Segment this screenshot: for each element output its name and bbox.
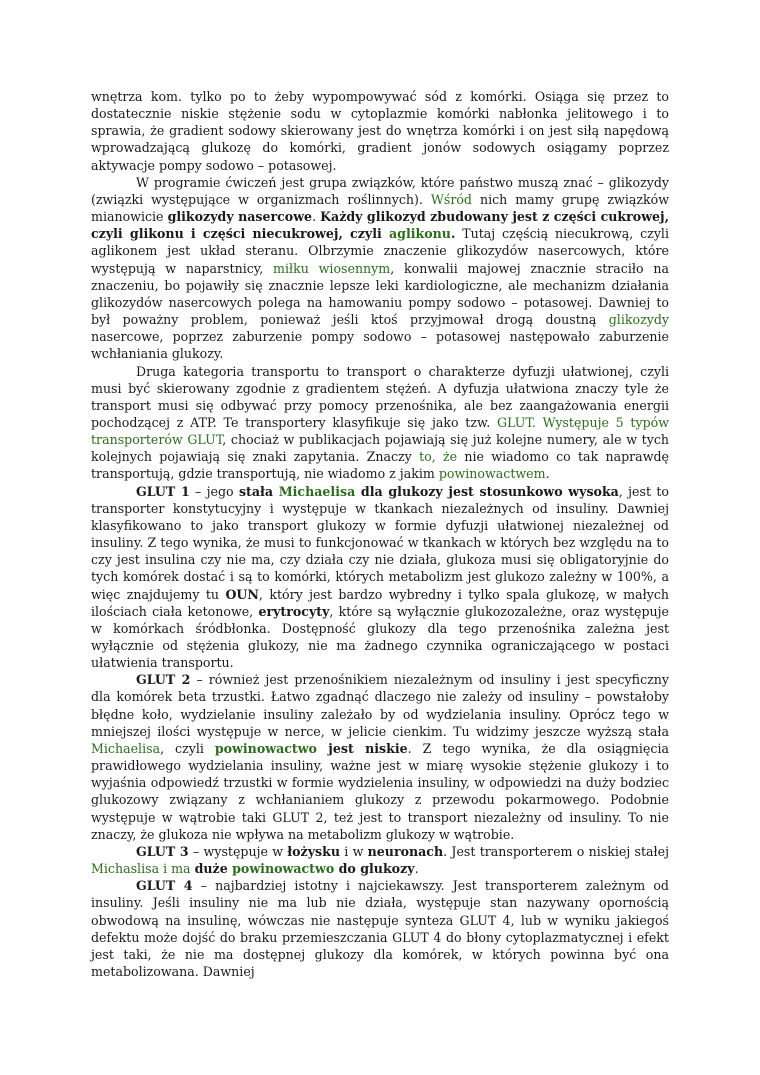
bold-run: GLUT 1: [136, 483, 190, 499]
text-run: nasercowe, poprzez zaburzenie pompy sodowo – potasowej następowało zaburzenie wchłaniania glukozy.: [91, 329, 669, 362]
bold-run: neuronach: [367, 843, 444, 859]
bold-run: .: [450, 226, 456, 242]
text-run: nie wiadomo co tak naprawdę transportują, gdzie transportują, nie wiadomo z jakim: [91, 449, 669, 482]
text-run: , które są wyłącznie glukozozależne, oraz występuje w komórkach śródbłonka. Dostępność glukozy dla tego przenośnika zależna jest wyłącznie od stężenia glukozy, nie ma żadnego czynnika ograniczającego w postaci ułatwienia transportu.: [91, 603, 669, 671]
text-run: – również jest przenośnikiem niezależnym od insuliny i jest specyficzny dla komórek beta trzustki. Łatwo zgadnąć dlaczego nie zależy od insuliny – powstałoby błędne koło, wydzielanie insuliny zależało by od wydzielania insuliny. Oprócz tego w mniejszej ilości występuje w nerce, w jelicie cienkim. Tu widzimy jeszcze wyższą stała: [91, 672, 669, 739]
bold-highlight-run: powinowactwo: [214, 740, 317, 756]
paragraph-glut2: [91, 671, 669, 843]
bold-run: Każdy glikozyd zbudowany jest z części cukrowej, czyli glikonu i części niecukrowej, czyli: [91, 209, 669, 242]
text-run: Druga kategoria transportu to transport o charakterze dyfuzji ułatwionej, czyli musi być skierowany zgodnie z gradientem stężeń. A dyfuzja ułatwiona znaczy tyle że transport musi się odbywać przy pomocy przenośnika, ale bez zaangażowania energii pochodzącej z ATP. Te transportery klasyfikuje się jako tzw.: [91, 363, 669, 430]
text-run: , czyli: [160, 740, 215, 756]
highlight-run: GLUT. Występuje 5 typów transporterów GLUT: [91, 414, 669, 448]
highlight-run: Michaelisa: [91, 740, 161, 756]
bold-run: glikozydy nasercowe: [167, 209, 313, 225]
paragraph-glut4: [91, 877, 669, 980]
bold-run: OUN: [225, 586, 259, 602]
text-run: . Z tego wynika, że dla osiągnięcia prawidłowego wydzielania insuliny, ważne jest w miarę wysokie stężenie glukozy i to wyjaśnia odpowiedź trzustki w formie wydzielenia insuliny, w odpowiedzi na duży bodziec glukozowy związany z wchłanianiem glukozy z przewodu pokarmowego. Podobnie występuje w wątrobie taki GLUT 2, też jest to transport niezależny od insuliny. To nie znaczy, że glukoza nie wpływa na metabolizm glukozy w wątrobie.: [91, 740, 669, 842]
text-run: . Jest transporterem o niskiej stałej: [443, 843, 669, 859]
text-run: i w: [339, 843, 368, 859]
bold-highlight-run: aglikonu: [388, 226, 451, 242]
text-run: .: [312, 209, 321, 225]
highlight-run: Wśród: [430, 191, 472, 207]
paragraph-glut1: [91, 483, 669, 672]
bold-highlight-run: Michaelisa: [278, 483, 356, 499]
bold-run: GLUT 4: [136, 878, 193, 894]
highlight-run: powinowactwem: [438, 466, 546, 482]
bold-run: dla glukozy jest stosunkowo wysoka: [355, 483, 619, 499]
text-run: , konwalii majowej znacznie straciło na znaczeniu, bo pojawiły się znacznie lepsze leki kardiologiczne, ale mechanizm działania glikozydów nasercowych polega na hamowaniu pompy sodowo – potasowej. Dawniej to był poważny problem, ponieważ jeśli ktoś przyjmował drogą doustną: [91, 260, 669, 328]
text-run: , chociaż w publikacjach pojawiają się już kolejne numery, ale w tych kolejnych pojawiają się znaki zapytania. Znaczy: [91, 432, 669, 465]
paragraph-sodium-pump: [91, 88, 669, 174]
bold-run: jest niskie: [316, 740, 408, 756]
text-run: W programie ćwiczeń jest grupa związków, które państwo muszą znać – glikozydy (związki występujące w organizmach roślinnych).: [91, 174, 669, 207]
text-run: Tutaj częścią niecukrową, czyli aglikonem jest układ steranu. Olbrzymie znaczenie glikozydów nasercowych, które występują w naparstnicy,: [91, 226, 669, 276]
bold-run: łożysku: [287, 843, 340, 859]
bold-run: duże: [194, 861, 233, 877]
bold-run: stała: [238, 483, 279, 499]
text-run: .: [545, 466, 550, 482]
text-run: wnętrza kom. tylko po to żeby wypompowywać sód z komórki. Osiąga się przez to dostatecznie niskie stężenie sodu w cytoplazmie komórki nabłonka jelitowego i to sprawia, że gradient sodowy skierowany jest do wnętrza komórki i on jest siłą napędową wprowadzającą glukozę do komórki, gradient jonów sodowych osiągamy poprzez aktywacje pompy sodowo – potasowej.: [91, 89, 669, 173]
highlight-run: miłku wiosennym: [273, 260, 391, 276]
text-run: – najbardziej istotny i najciekawszy. Jest transporterem zależnym od insuliny. Jeśli insuliny nie ma lub nie działa, występuje stan nazywany opornością obwodową na insulinę, wówczas nie następuje synteza GLUT 4, lub w wyniku jakiegoś defektu może dojść do braku przemieszczania GLUT 4 do błony cytoplazmatycznej i efekt jest taki, że nie ma dostępnej glukozy dla komórek, w których powinna być ona metabolizowana. Dawniej: [91, 878, 669, 979]
bold-run: GLUT 3: [136, 843, 189, 859]
paragraph-glut3: [91, 843, 669, 877]
bold-run: erytrocyty: [258, 603, 330, 619]
text-run: , jest to transporter konstytucyjny i występuje w tkankach niezależnych od insuliny. Dawniej klasyfikowano to jako transport glukozy w formie dyfuzji ułatwionej niezależnej od insuliny. Z tego wynika, że musi to funkcjonować w tkankach w których bez względu na to czy jest insulina czy nie ma, czy działa czy nie działa, glukoza musi się obligatoryjnie do tych komórek dostać i są to komórki, których metabolizm jest glukozo zależny w 100%, a więc znajdujemy tu: [91, 483, 669, 602]
text-run: – występuje w: [188, 843, 288, 859]
paragraph-facilitated-diffusion: [91, 363, 669, 483]
text-run: – jego: [189, 483, 239, 499]
bold-run: GLUT 2: [136, 672, 191, 688]
bold-highlight-run: powinowactwo: [232, 861, 335, 877]
highlight-run: Michaslisa i ma: [91, 861, 191, 877]
highlight-run: to, że: [419, 449, 458, 465]
highlight-run: glikozydy: [608, 312, 669, 328]
paragraph-glycosides: [91, 174, 669, 363]
text-run: , który jest bardzo wybredny i tylko spala glukozę, w małych ilościach ciała ketonowe,: [91, 586, 669, 619]
text-run: nich mamy grupę związków mianowicie: [91, 191, 670, 225]
text-run: .: [414, 861, 419, 877]
document-page: [91, 88, 669, 980]
bold-run: do glukozy: [334, 861, 415, 877]
